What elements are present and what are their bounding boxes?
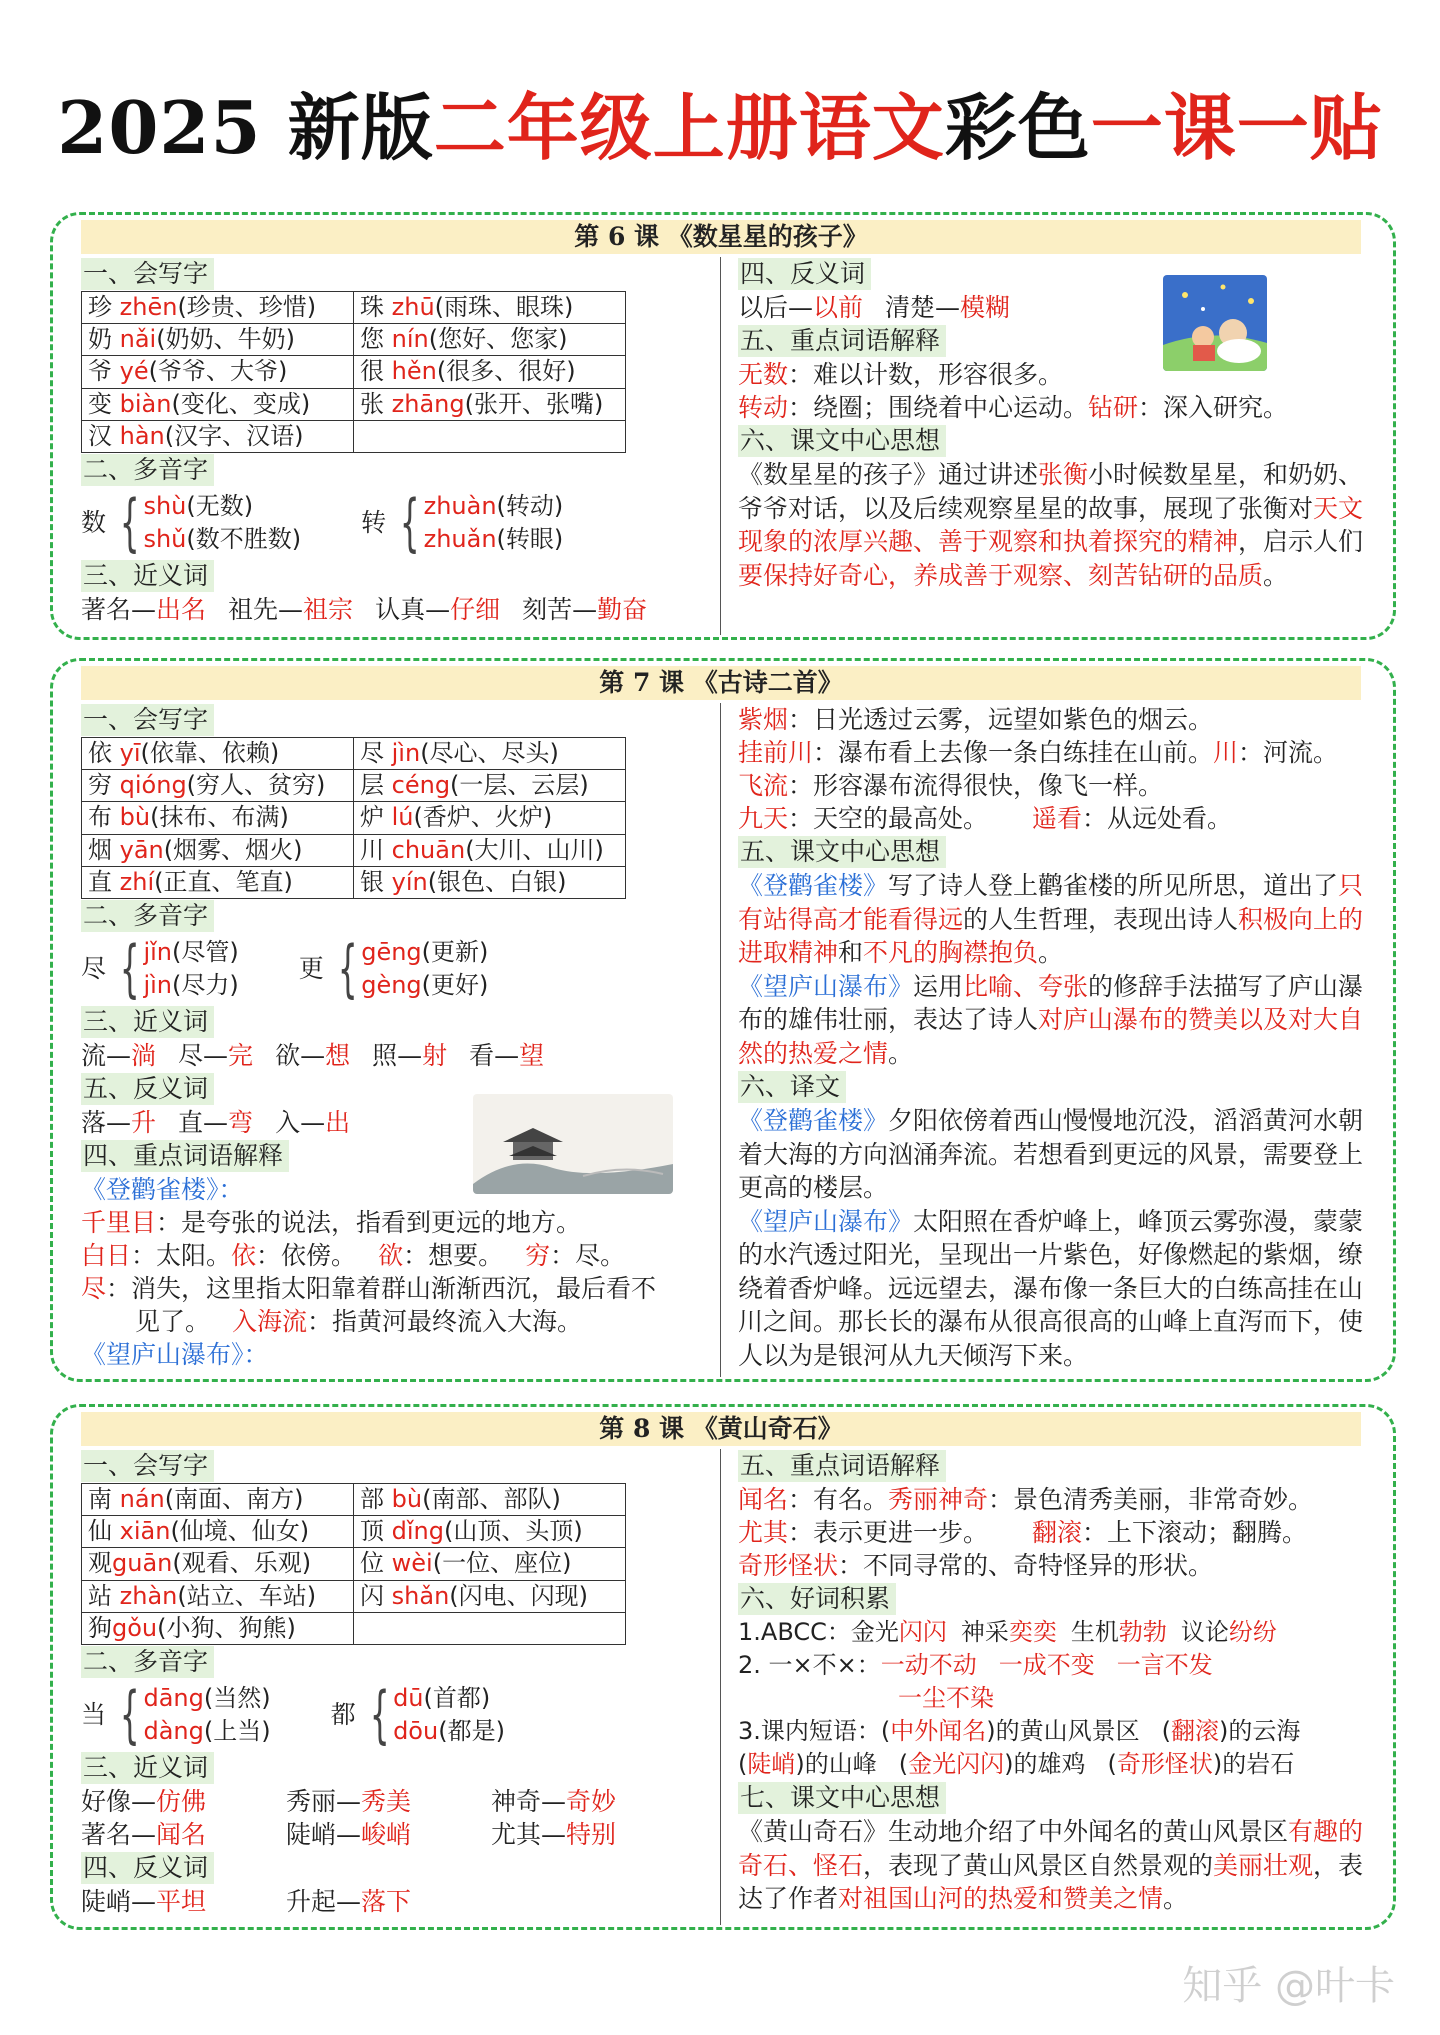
heading-write: 一、会写字	[81, 258, 214, 290]
synonym-pair: 秀丽—秀美	[286, 1786, 412, 1816]
word-pair: 著名—出名	[81, 594, 207, 624]
char-table-row	[82, 738, 626, 770]
char-table-row	[82, 388, 626, 420]
char-table-row	[82, 1484, 626, 1516]
char-cell	[354, 420, 626, 452]
antonym-list	[738, 291, 1378, 324]
polyphone-group: 更 { gēng(更新) gèng(更好)	[298, 931, 489, 1005]
antonym-grid	[81, 1885, 711, 1918]
heading-antonyms: 四、反义词	[738, 258, 871, 290]
word-pair: 认真—仔细	[375, 594, 501, 624]
char-table-row	[82, 356, 626, 388]
heading-translation: 六、译文	[738, 1071, 846, 1103]
heading-central-idea: 五、课文中心思想	[738, 836, 946, 868]
heading-antonyms: 五、反义词	[81, 1073, 214, 1105]
synonym-list	[81, 1039, 711, 1072]
char-cell: 站 zhàn(站立、车站)	[82, 1580, 354, 1612]
synonym-pair: 陡峭—峻峭	[286, 1819, 412, 1849]
lesson-6-header: 第 6 课 《数星星的孩子》	[81, 220, 1361, 254]
lesson-7-card	[50, 658, 1396, 1382]
heading-key-words: 四、重点词语解释	[81, 1140, 289, 1172]
brace-icon: {	[119, 1677, 140, 1751]
lesson-7-left: 一、会写字 依 yī(依靠、依赖) 尽 jìn(尽心、尽头) 穷 qióng(穷人、贫穷) 层 céng(一层、云层) 布 bù(抹布、布满) 炉 lú(香炉、火炉) 烟 yān(烟雾、烟火) 川 chuān(大川、山川) 直 zhí(正直、笔直) 银 yín(银色、白银) 二、多音字 尽 { jǐn(尽管) jìn(尽力) 更 { gēng(更新) gèng(更好) 三、近义词 流—淌 尽—完 欲—想 照—射 看—望 五、反义词 落—升 直—弯 入—出 四、重点词语解释 《登鹳雀楼》： 千里目：是夸张的说法，指看到更远的地方。 白日：太阳。依：依傍。 欲：想要。 穷：尽。 尽：消失，这里指太阳靠着群山渐渐西沉，最后看不 见了。 入海流：指黄河最终流入大海。 《望庐山瀑布》：	[81, 703, 711, 1371]
poem-title: 《望庐山瀑布》：	[81, 1339, 269, 1369]
char-table-body	[82, 1484, 626, 1645]
char-cell: 爷 yé(爷爷、大爷)	[82, 356, 354, 388]
char-table-row	[82, 1580, 626, 1612]
char-table-row	[82, 770, 626, 802]
synonym-pair: 神奇—奇妙	[491, 1786, 617, 1816]
char-table	[81, 291, 626, 453]
translation-text: 《望庐山瀑布》太阳照在香炉峰上，峰顶云雾弥漫，蒙蒙的水汽透过阳光，呈现出一片紫色，好像燃起的紫烟，缭绕着香炉峰。远远望去，瀑布像一条巨大的白练高挂在山川之间。那长长的瀑布从很高很高的山峰上直泻而下，使人以为是银河从九天倾泻下来。	[738, 1206, 1364, 1370]
char-cell: 很 hěn(很多、很好)	[354, 356, 626, 388]
heading-polyphone: 二、多音字	[81, 454, 214, 486]
polyphone-group: 当 { dāng(当然) dàng(上当)	[81, 1677, 271, 1751]
page-title: 2025 新版二年级上册语文彩色一课一贴	[57, 85, 1383, 170]
lesson-8-header: 第 8 课 《黄山奇石》	[81, 1412, 1361, 1446]
char-cell: 炉 lú(香炉、火炉)	[354, 802, 626, 834]
polyphone-group: 尽 { jǐn(尽管) jìn(尽力)	[81, 931, 239, 1005]
char-table-row	[82, 1548, 626, 1580]
brace-icon: {	[119, 931, 140, 1005]
polyphone-row	[81, 487, 681, 559]
lesson-8-card	[50, 1404, 1396, 1930]
char-cell: 奶 nǎi(奶奶、牛奶)	[82, 324, 354, 356]
polyphone-row	[81, 933, 711, 1005]
column-divider	[720, 703, 721, 1377]
word-pair: 落—升	[81, 1107, 157, 1137]
heading-key-words: 五、重点词语解释	[738, 325, 946, 357]
polyphone-group: 转 { zhuàn(转动) zhuǎn(转眼)	[361, 485, 564, 559]
char-cell: 变 biàn(变化、变成)	[82, 388, 354, 420]
char-cell: 狗gǒu(小狗、狗熊)	[82, 1612, 354, 1644]
polyphone-row	[81, 1679, 711, 1751]
heading-synonyms: 三、近义词	[81, 560, 214, 592]
antonym-pair: 升起—落下	[286, 1886, 412, 1916]
char-cell: 依 yī(依靠、依赖)	[82, 738, 354, 770]
word-pair: 直—弯	[178, 1107, 254, 1137]
lesson-8-right: 五、重点词语解释 闻名：有名。秀丽神奇：景色清秀美丽，非常奇妙。 尤其：表示更进一步。 翻滚：上下滚动；翻腾。 奇形怪状：不同寻常的、奇特怪异的形状。 六、好词积累 1.ABCC：金光闪闪 神采奕奕 生机勃勃 议论纷纷 2. 一×不×：一动不动 一成不变 一言不发 一尘不染 3.课内短语：(中外闻名)的黄山风景区 (翻滚)的云海 (陡峭)的山峰 (金光闪闪)的雄鸡 (奇形怪状)的岩石 七、课文中心思想 《黄山奇石》生动地介绍了中外闻名的黄山风景区有趣的奇石、怪石，表现了黄山风景区自然景观的美丽壮观，表达了作者对祖国山河的热爱和赞美之情。	[738, 1449, 1378, 1916]
lesson-6-card	[50, 212, 1396, 640]
char-cell: 烟 yān(烟雾、烟火)	[82, 834, 354, 866]
char-cell: 珍 zhēn(珍贵、珍惜)	[82, 292, 354, 324]
word-pair: 清楚—模糊	[885, 293, 1011, 322]
heading-central-idea: 六、课文中心思想	[738, 425, 946, 457]
antonym-pair: 陡峭—平坦	[81, 1886, 207, 1916]
brace-icon: {	[119, 485, 140, 559]
char-cell	[354, 1612, 626, 1644]
char-cell: 尽 jìn(尽心、尽头)	[354, 738, 626, 770]
char-table-row	[82, 292, 626, 324]
lesson-7-right: 紫烟：日光透过云雾，远望如紫色的烟云。 挂前川：瀑布看上去像一条白练挂在山前。川：河流。 飞流：形容瀑布流得很快，像飞一样。 九天：天空的最高处。 遥看：从远处看。 五、课文中心思想 《登鹳雀楼》写了诗人登上鹳雀楼的所见所思，道出了只有站得高才能看得远的人生哲理，表现出诗人积极向上的进取精神和不凡的胸襟抱负。 《望庐山瀑布》运用比喻、夸张的修辞手法描写了庐山瀑布的雄伟壮丽，表达了诗人对庐山瀑布的赞美以及对大自然的热爱之情。 六、译文 《登鹳雀楼》夕阳依傍着西山慢慢地沉没，滔滔黄河水朝着大海的方向汹涌奔流。若想看到更远的风景，需要登上更高的楼层。 《望庐山瀑布》太阳照在香炉峰上，峰顶云雾弥漫，蒙蒙的水汽透过阳光，呈现出一片紫色，好像燃起的紫烟，缭绕着香炉峰。远远望去，瀑布像一条巨大的白练高挂在山川之间。那长长的瀑布从很高很高的山峰上直泻而下，使人以为是银河从九天倾泻下来。	[738, 703, 1378, 1372]
synonym-list	[81, 593, 681, 626]
lesson-8-left	[81, 1449, 711, 1918]
synonym-pair: 尤其—特别	[491, 1819, 617, 1849]
char-cell: 银 yín(银色、白银)	[354, 866, 626, 898]
central-idea-text: 《登鹳雀楼》写了诗人登上鹳雀楼的所见所思，道出了只有站得高才能看得远的人生哲理，表现出诗人积极向上的进取精神和不凡的胸襟抱负。	[738, 871, 1364, 967]
brace-icon: {	[337, 931, 358, 1005]
synonym-pair: 好像—仿佛	[81, 1786, 207, 1816]
heading-polyphone: 二、多音字	[81, 900, 214, 932]
heading-central-idea: 七、课文中心思想	[738, 1782, 946, 1814]
central-idea-text: 《数星星的孩子》通过讲述张衡小时候数星星，和奶奶、爷爷对话，以及后续观察星星的故事，展现了张衡对天文现象的浓厚兴趣、善于观察和执着探究的精神，启示人们要保持好奇心，养成善于观察、刻苦钻研的品质。	[738, 460, 1364, 590]
char-cell: 仙 xiān(仙境、仙女)	[82, 1516, 354, 1548]
char-table-row	[82, 420, 626, 452]
brace-icon: {	[400, 485, 420, 559]
column-divider	[720, 1449, 721, 1925]
word-pair: 入—出	[275, 1107, 351, 1137]
char-cell: 观guān(观看、乐观)	[82, 1548, 354, 1580]
star-child-illustration	[1163, 275, 1267, 371]
central-idea-text: 《望庐山瀑布》运用比喻、夸张的修辞手法描写了庐山瀑布的雄伟壮丽，表达了诗人对庐山瀑布的赞美以及对大自然的热爱之情。	[738, 971, 1364, 1068]
char-cell: 川 chuān(大川、山川)	[354, 834, 626, 866]
pavilion-painting	[473, 1094, 673, 1194]
char-table	[81, 737, 626, 899]
zhihu-watermark: 知乎 @叶卡	[1182, 1963, 1395, 2009]
word-pair: 欲—想	[275, 1040, 351, 1070]
char-cell: 位 wèi(一位、座位)	[354, 1548, 626, 1580]
heading-antonyms: 四、反义词	[81, 1852, 214, 1884]
heading-polyphone: 二、多音字	[81, 1646, 214, 1678]
char-cell: 直 zhí(正直、笔直)	[82, 866, 354, 898]
lesson-7-header: 第 7 课 《古诗二首》	[81, 666, 1361, 700]
char-cell: 布 bù(抹布、布满)	[82, 802, 354, 834]
heading-good-words: 六、好词积累	[738, 1583, 896, 1615]
lesson-6-right: 四、反义词 以后—以前 清楚—模糊 五、重点词语解释 无数：难以计数，形容很多。 转动：绕圈；围绕着中心运动。钻研：深入研究。 六、课文中心思想 《数星星的孩子》通过讲述张衡小时候数星星，和奶奶、爷爷对话，以及后续观察星星的故事，展现了张衡对天文现象的浓厚兴趣、善于观察和执着探究的精神，启示人们要保持好奇心，养成善于观察、刻苦钻研的品质。	[738, 257, 1378, 592]
central-idea-text: 《黄山奇石》生动地介绍了中外闻名的黄山风景区有趣的奇石、怪石，表现了黄山风景区自然景观的美丽壮观，表达了作者对祖国山河的热爱和赞美之情。	[738, 1817, 1364, 1913]
char-cell: 部 bù(南部、部队)	[354, 1484, 626, 1516]
char-table-row	[82, 866, 626, 898]
char-table	[81, 1483, 626, 1645]
char-cell: 汉 hàn(汉字、汉语)	[82, 420, 354, 452]
word-pair: 祖先—祖宗	[228, 594, 354, 624]
brace-icon: {	[369, 1677, 390, 1751]
char-cell: 张 zhāng(张开、张嘴)	[354, 388, 626, 420]
char-cell: 层 céng(一层、云层)	[354, 770, 626, 802]
synonym-pair: 著名—闻名	[81, 1819, 207, 1849]
char-table-row	[82, 1516, 626, 1548]
char-cell: 穷 qióng(穷人、贫穷)	[82, 770, 354, 802]
char-table-row	[82, 834, 626, 866]
word-pair: 以后—以前	[738, 293, 864, 322]
synonym-grid	[81, 1785, 711, 1851]
word-pair: 流—淌	[81, 1040, 157, 1070]
word-pair: 尽—完	[178, 1040, 254, 1070]
char-table-row	[82, 802, 626, 834]
heading-synonyms: 三、近义词	[81, 1752, 214, 1784]
char-table-row	[82, 324, 626, 356]
word-pair: 看—望	[469, 1040, 545, 1070]
word-pair: 刻苦—勤奋	[522, 594, 648, 624]
char-table-body	[82, 292, 626, 453]
char-cell: 闪 shǎn(闪电、闪现)	[354, 1580, 626, 1612]
translation-text: 《登鹳雀楼》夕阳依傍着西山慢慢地沉没，滔滔黄河水朝着大海的方向汹涌奔流。若想看到更远的风景，需要登上更高的楼层。	[738, 1106, 1364, 1202]
heading-write: 一、会写字	[81, 1450, 214, 1482]
polyphone-group: 数 { shù(无数) shǔ(数不胜数)	[81, 485, 302, 559]
heading-synonyms: 三、近义词	[81, 1006, 214, 1038]
char-table-row	[82, 1612, 626, 1644]
poem-title: 《登鹳雀楼》：	[81, 1174, 244, 1204]
polyphone-group: 都 { dū(首都) dōu(都是)	[330, 1677, 505, 1751]
char-table-body	[82, 738, 626, 899]
word-pair: 照—射	[372, 1040, 448, 1070]
char-cell: 顶 dǐng(山顶、头顶)	[354, 1516, 626, 1548]
heading-write: 一、会写字	[81, 704, 214, 736]
char-cell: 南 nán(南面、南方)	[82, 1484, 354, 1516]
char-cell: 您 nín(您好、您家)	[354, 324, 626, 356]
column-divider	[720, 257, 721, 635]
lesson-6-left	[81, 257, 681, 626]
char-cell: 珠 zhū(雨珠、眼珠)	[354, 292, 626, 324]
heading-key-words: 五、重点词语解释	[738, 1450, 946, 1482]
